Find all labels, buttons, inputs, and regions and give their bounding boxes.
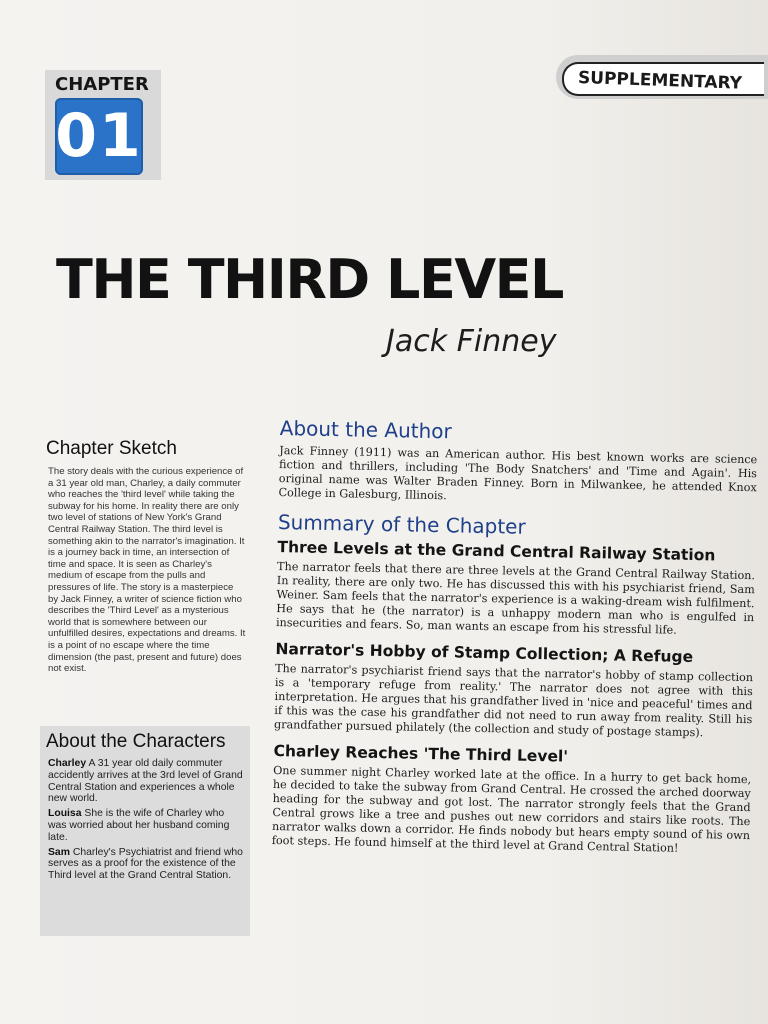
character-entry xyxy=(48,847,244,882)
chapter-sketch-text: The story deals with the curious experience of a 31 year old man, Charley, a daily commuter who reaches the 'third level' while taking the subway for his home. In reality there are only two level of stations of New York's Grand Central Railway Station. The third level is something akin to the narrator's imagination. It is a journey back in time, an intersection of time and space. It is seen as Charley's medium of escape from the pulls and pressures of life. The story is a masterpiece by Jack Finney, a writer of science fiction who describes the 'Third Level' as a mysterious world that is somewhere between our unfulfilled desires, expectations and dreams. It is a point of no escape where the time dimension (the past, present and future) does not exist. xyxy=(48,466,246,675)
author-name: Jack Finney xyxy=(386,324,557,359)
chapter-sketch-panel xyxy=(40,432,250,675)
character-description: Charley's Psychiatrist and friend who serves as a proof for the existence of the Third level at the Grand Central Station. xyxy=(48,846,243,882)
main-column xyxy=(270,416,758,867)
summary-heading: Summary of the Chapter xyxy=(277,510,526,539)
chapter-label: CHAPTER xyxy=(55,74,149,95)
character-entry xyxy=(48,808,244,843)
characters-heading: About the Characters xyxy=(46,731,226,752)
section-text-stamp-collection: The narrator's psychiarist friend says that the narrator's hobby of stamp collection is a 'temporary refuge from reality.' The narrator does not agree with this interpretation. He argues that his grandfather lived in 'nice and peaceful' times and if this was the case his grandfather did not need to run away from reality. Still his grandfather pursued philately (the collection and study of postage stamps). xyxy=(273,661,754,740)
section-title-third-level: Charley Reaches 'The Third Level' xyxy=(273,741,569,766)
character-name: Charley xyxy=(48,758,87,769)
character-description: She is the wife of Charley who was worried about her husband coming late. xyxy=(48,808,230,843)
section-title-three-levels: Three Levels at the Grand Central Railway Station xyxy=(277,538,716,565)
character-name: Louisa xyxy=(48,808,82,820)
supplementary-tab xyxy=(556,55,768,99)
chapter-number-box xyxy=(55,98,143,175)
section-text-third-level: One summer night Charley worked late at the office. In a hurry to get back home, he decided to take the subway from Grand Central. He crossed the arched doorway heading for the subway and got lost. The narrator strongly feels that the Grand Central grows like a tree and pushes out new corridors and stairs like roots. The narrator walks down a corridor. He finds nobody but hears empty sound of his own foot steps. He found himself at the third level at Grand Central Station! xyxy=(271,763,752,855)
chapter-badge xyxy=(45,70,161,180)
chapter-sketch-heading: Chapter Sketch xyxy=(46,438,177,459)
section-text-three-levels: The narrator feels that there are three levels at the Grand Central Railway Station. In reality, there are only two. He has discussed this with his psychiarist friend, Sam Weiner. Sam feels that the narrator's experience is a waking-dream wish fulfilment. He says that he (the narrator) is a unhappy modern man who is engulfed in insecurities and fears. So, man wants an escape from his stressful life. xyxy=(275,560,756,637)
supplementary-label: SUPPLEMENTARY xyxy=(577,68,743,94)
page-title: THE THIRD LEVEL xyxy=(56,248,563,311)
chapter-number: 01 xyxy=(55,101,143,171)
character-description: A 31 year old daily commuter accidently arrives at the 3rd level of Grand Central Station and experiences a whole new world. xyxy=(48,758,243,805)
character-name: Sam xyxy=(48,846,70,858)
supplementary-tab-inner xyxy=(562,62,764,96)
about-author-heading: About the Author xyxy=(279,416,452,444)
about-author-text: Jack Finney (1911) was an American author. His best known works are science fiction and thrillers, including 'The Body Snatchers' and 'Time and Again'. His original name was Walter Braden Finney. Born in Milwankee, he attended Knox College in Galesburg, Illinois. xyxy=(278,444,758,503)
characters-panel xyxy=(40,726,250,936)
character-entry xyxy=(48,758,244,805)
section-title-stamp-collection: Narrator's Hobby of Stamp Collection; A Refuge xyxy=(275,639,694,667)
